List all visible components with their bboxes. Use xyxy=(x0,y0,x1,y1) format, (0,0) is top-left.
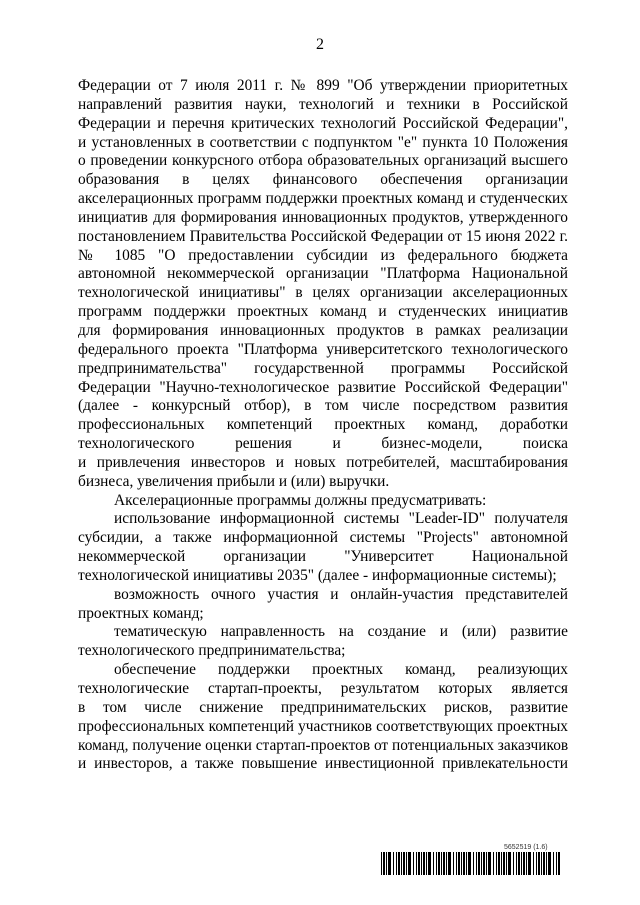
text-line: в том числе снижение предпринимательских рисков, развитие xyxy=(78,698,568,716)
text-line: профессиональных компетенций проектных команд, доработки xyxy=(78,416,568,434)
text-line: Федерации "Научно-технологическое развитие Российской Федерации" xyxy=(78,378,568,396)
text-line: бизнеса, увеличения прибыли и (или) выручки. xyxy=(78,472,390,490)
text-line: инициатив для формирования инновационных продуктов, утвержденного xyxy=(78,208,568,226)
text-line: технологические стартап-проекты, результатом которых является xyxy=(78,680,568,697)
text-line: технологического решения и бизнес-модели, поиска xyxy=(78,435,568,453)
text-line: федерального проекта "Платформа университетского технологического xyxy=(78,340,568,358)
text-line: обеспечение поддержки проектных команд, реализующих xyxy=(114,661,568,679)
text-line: акселерационных программ поддержки проектных команд и студенческих xyxy=(78,190,568,208)
text-line: № 1085 "О предоставлении субсидии из федерального бюджета xyxy=(78,246,568,264)
text-line: тематическую направленность на создание и (или) развитие xyxy=(114,623,568,641)
text-line: автономной некоммерческой организации "Платформа Национальной xyxy=(78,265,568,283)
text-line: образования в целях финансового обеспечения организации xyxy=(78,171,568,189)
text-line: Федерации от 7 июля 2011 г. № 899 "Об утверждении приоритетных xyxy=(78,77,568,94)
text-line: возможность очного участия и онлайн-участия представителей xyxy=(114,585,568,603)
document-code: 5652519 (1.6) xyxy=(504,844,548,851)
text-line: программ поддержки проектных команд и студенческих инициатив xyxy=(78,303,568,321)
page-number: 2 xyxy=(316,36,324,53)
text-line: технологической инициативы 2035" (далее - информационные системы); xyxy=(78,566,557,584)
text-line: субсидии, а также информационной системы "Projects" автономной xyxy=(78,529,568,547)
text-line: и установленных в соответствии с подпунктом "е" пункта 10 Положения xyxy=(78,133,568,151)
text-line: и привлечения инвесторов и новых потребителей, масштабирования xyxy=(78,453,568,471)
text-line: профессиональных компетенций участников соответствующих проектных xyxy=(78,717,568,735)
text-line: проектных команд; xyxy=(78,604,204,622)
text-line: постановлением Правительства Российской Федерации от 15 июня 2022 г. xyxy=(78,227,568,245)
text-line: для формирования инновационных продуктов в рамках реализации xyxy=(78,321,568,339)
text-line: предпринимательства" государственной программы Российской xyxy=(78,359,568,377)
text-line: о проведении конкурсного отбора образовательных организаций высшего xyxy=(78,152,568,170)
text-line: Федерации и перечня критических технологий Российской Федерации", xyxy=(78,114,568,132)
text-line: использование информационной системы "Leader-ID" получателя xyxy=(114,510,568,528)
text-line: технологической инициативы" в целях организации акселерационных xyxy=(78,284,568,302)
text-line: и инвесторов, а также повышение инвестиционной привлекательности xyxy=(78,755,568,773)
body-text xyxy=(78,77,568,774)
barcode-icon xyxy=(381,852,561,875)
text-line: технологического предпринимательства; xyxy=(78,642,346,660)
text-line: некоммерческой организации "Университет Национальной xyxy=(78,548,568,566)
text-line: направлений развития науки, технологий и техники в Российской xyxy=(78,95,568,113)
text-line: команд, получение оценки стартап-проектов от потенциальных заказчиков xyxy=(78,736,569,754)
text-line: Акселерационные программы должны предусматривать: xyxy=(114,491,487,509)
text-line: (далее - конкурсный отбор), в том числе посредством развития xyxy=(78,397,568,415)
